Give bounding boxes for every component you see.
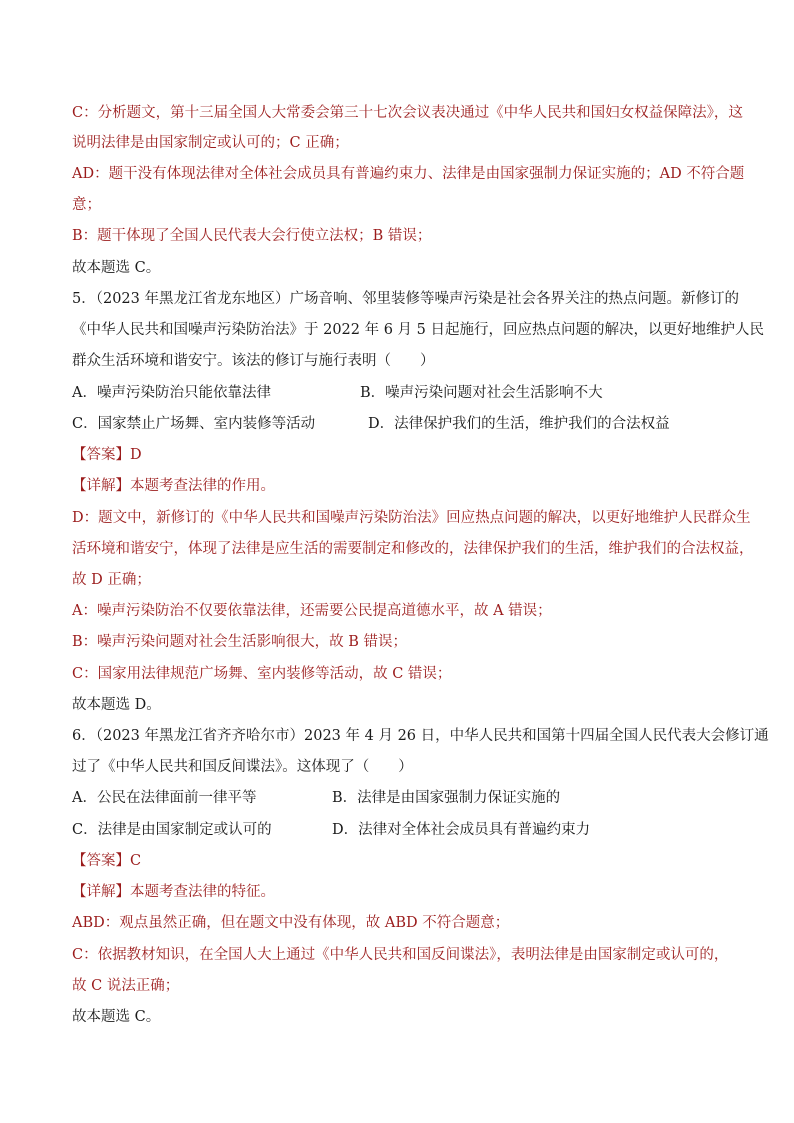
q5-option-b: B．噪声污染问题对社会生活影响不大 — [360, 385, 603, 401]
prev-ad-line-2: 意； — [72, 197, 101, 213]
q5-stem-line-2: 《中华人民共和国噪声污染防治法》于 2022 年 6 月 5 日起施行，回应热点问题的解决，以更好地维护人民 — [72, 322, 765, 338]
q5-b-line: B：噪声污染问题对社会生活影响很大，故 B 错误； — [72, 634, 408, 650]
q5-stem-text: 广场音响、邻里装修等噪声污染是社会各界关注的热点问题。新修订的 — [289, 291, 739, 307]
q5-detail-tag: 【详解】 — [72, 478, 130, 494]
prev-ad-line-1: AD：题干没有体现法律对全体社会成员具有普遍约束力、法律是由国家强制力保证实施的；AD 不符合题 — [72, 166, 745, 182]
q6-answer — [72, 851, 141, 871]
q6-stem-line-1 — [72, 726, 769, 746]
q5-detail-intro: 本题考查法律的作用。 — [130, 478, 275, 494]
q5-source: （2023 年黑龙江省龙东地区） — [95, 291, 290, 307]
q5-stem-line-3: 群众生活环境和谐安宁。该法的修订与施行表明（ ） — [72, 353, 435, 369]
q6-answer-value: C — [130, 853, 142, 869]
q5-answer — [72, 445, 142, 465]
q6-stem-text: 2023 年 4 月 26 日，中华人民共和国第十四届全国人民代表大会修订通 — [304, 728, 769, 744]
q6-conclusion: 故本题选 C。 — [72, 1009, 161, 1025]
prev-c-line-1: C：分析题文，第十三届全国人大常委会第三十七次会议表决通过《中华人民共和国妇女权益保障法》，这 — [72, 105, 743, 121]
q6-answer-tag: 【答案】 — [72, 853, 130, 869]
q6-option-b: B．法律是由国家强制力保证实施的 — [332, 790, 561, 806]
q5-option-a: A．噪声污染防治只能依靠法律 — [72, 385, 271, 401]
q6-detail-tag: 【详解】 — [72, 884, 130, 900]
q5-d-line-2: 活环境和谐安宁，体现了法律是应生活的需要制定和修改的，法律保护我们的生活，维护我们的合法权益， — [72, 541, 754, 557]
q5-a-line: A：噪声污染防治不仅要依靠法律，还需要公民提高道德水平，故 A 错误； — [72, 603, 552, 619]
q6-number: 6． — [72, 728, 96, 744]
q5-option-d: D．法律保护我们的生活，维护我们的合法权益 — [368, 416, 670, 432]
q6-c-line-2: 故 C 说法正确； — [72, 978, 180, 994]
q5-answer-value: D — [130, 447, 142, 463]
prev-b-line: B：题干体现了全国人民代表大会行使立法权；B 错误； — [72, 228, 432, 244]
q6-detail-intro: 本题考查法律的特征。 — [130, 884, 275, 900]
q6-option-d: D．法律对全体社会成员具有普遍约束力 — [332, 822, 591, 838]
q5-c-line: C：国家用法律规范广场舞、室内装修等活动，故 C 错误； — [72, 666, 452, 682]
q6-c-line-1: C：依据教材知识，在全国人大上通过《中华人民共和国反间谍法》，表明法律是由国家制定或认可的， — [72, 947, 729, 963]
prev-c-line-2: 说明法律是由国家制定或认可的；C 正确； — [72, 135, 349, 151]
q5-answer-tag: 【答案】 — [72, 447, 130, 463]
q6-source: （2023 年黑龙江省齐齐哈尔市） — [95, 728, 304, 744]
q5-detail — [72, 476, 275, 496]
q5-option-c: C．国家禁止广场舞、室内装修等活动 — [72, 416, 316, 432]
q6-stem-line-2: 过了《中华人民共和国反间谍法》。这体现了（ ） — [72, 759, 413, 775]
q6-detail — [72, 882, 275, 902]
q5-stem-line-1 — [72, 289, 739, 309]
q5-conclusion: 故本题选 D。 — [72, 697, 161, 713]
q5-number: 5． — [72, 291, 96, 307]
prev-conclusion: 故本题选 C。 — [72, 260, 161, 276]
q6-option-a: A．公民在法律面前一律平等 — [72, 790, 257, 806]
q5-d-line-3: 故 D 正确； — [72, 572, 151, 588]
q5-d-line-1: D：题文中，新修订的《中华人民共和国噪声污染防治法》回应热点问题的解决，以更好地维护人民群众生 — [72, 510, 751, 526]
q6-abd-line: ABD：观点虽然正确，但在题文中没有体现，故 ABD 不符合题意； — [72, 915, 510, 931]
q6-option-c: C．法律是由国家制定或认可的 — [72, 822, 272, 838]
